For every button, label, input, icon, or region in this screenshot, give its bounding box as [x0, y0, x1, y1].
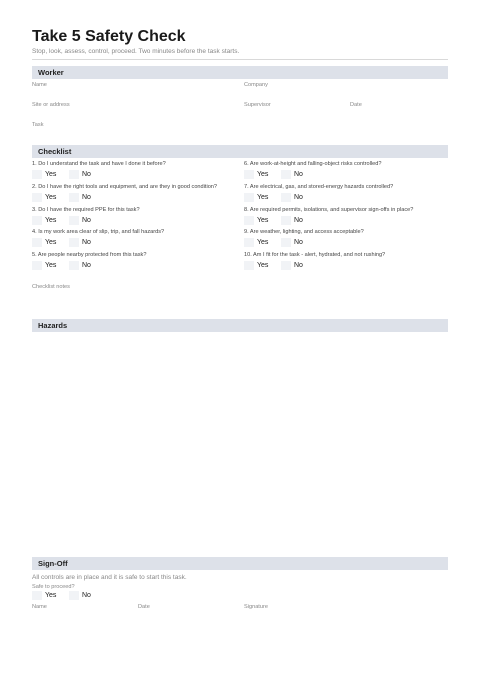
no-checkbox[interactable] [69, 238, 79, 247]
hazards-area[interactable] [32, 334, 448, 550]
yes-no-group-5 [32, 261, 106, 270]
yes-checkbox[interactable] [32, 591, 42, 600]
yes-no-group-2 [32, 193, 106, 202]
checklist-question-4: 4. Is my work area clear of slip, trip, and fall hazards? [32, 229, 165, 235]
checklist-question-8: 8. Are required permits, isolations, and supervisor sign-offs in place? [244, 207, 414, 213]
no-checkbox[interactable] [281, 238, 291, 247]
yes-no-group-9 [244, 238, 318, 247]
no-option[interactable]: No [69, 261, 96, 270]
yes-option[interactable]: Yes [32, 261, 59, 270]
site-field[interactable]: Site or address [32, 102, 70, 108]
checklist-notes-field[interactable]: Checklist notes [32, 284, 70, 290]
no-option[interactable]: No [69, 238, 96, 247]
no-checkbox[interactable] [281, 216, 291, 225]
yes-checkbox[interactable] [32, 261, 42, 270]
worker-name-field[interactable]: Name [32, 82, 47, 88]
no-option[interactable]: No [69, 170, 96, 179]
section-header-worker: Worker [32, 66, 448, 79]
no-checkbox[interactable] [69, 261, 79, 270]
proceed-yes-no-group [32, 591, 106, 600]
yes-no-group-10 [244, 261, 318, 270]
yes-option[interactable]: Yes [244, 170, 271, 179]
checklist-question-9: 9. Are weather, lighting, and access acceptable? [244, 229, 364, 235]
signoff-date-field[interactable]: Date [138, 604, 150, 610]
no-checkbox[interactable] [281, 261, 291, 270]
header-divider [32, 59, 448, 60]
checklist-question-10: 10. Am I fit for the task - alert, hydrated, and not rushing? [244, 252, 386, 258]
checklist-question-1: 1. Do I understand the task and have I done it before? [32, 161, 166, 167]
yes-checkbox[interactable] [244, 216, 254, 225]
signoff-statement: All controls are in place and it is safe to start this task. [32, 574, 187, 581]
yes-option[interactable]: Yes [244, 261, 271, 270]
no-checkbox[interactable] [69, 170, 79, 179]
section-header-signoff: Sign-Off [32, 557, 448, 570]
yes-checkbox[interactable] [32, 193, 42, 202]
checklist-question-6: 6. Are work-at-height and falling-object risks controlled? [244, 161, 382, 167]
yes-option[interactable]: Yes [32, 193, 59, 202]
no-option[interactable]: No [69, 193, 96, 202]
yes-checkbox[interactable] [32, 238, 42, 247]
yes-option[interactable]: Yes [244, 193, 271, 202]
signoff-name-field[interactable]: Name [32, 604, 47, 610]
yes-no-group-7 [244, 193, 318, 202]
no-option[interactable]: No [281, 193, 308, 202]
no-option[interactable]: No [69, 591, 96, 600]
yes-checkbox[interactable] [244, 261, 254, 270]
company-field[interactable]: Company [244, 82, 268, 88]
no-option[interactable]: No [281, 170, 308, 179]
no-checkbox[interactable] [281, 193, 291, 202]
yes-no-group-6 [244, 170, 318, 179]
yes-checkbox[interactable] [244, 238, 254, 247]
signature-field[interactable]: Signature [244, 604, 268, 610]
section-header-checklist: Checklist [32, 145, 448, 158]
page-subtitle: Stop, look, assess, control, proceed. Two minutes before the task starts. [32, 48, 240, 55]
no-checkbox[interactable] [69, 591, 79, 600]
yes-option[interactable]: Yes [32, 591, 59, 600]
safe-to-proceed-label: Safe to proceed? [32, 584, 75, 590]
yes-no-group-1 [32, 170, 106, 179]
yes-option[interactable]: Yes [32, 170, 59, 179]
no-checkbox[interactable] [281, 170, 291, 179]
yes-option[interactable]: Yes [244, 216, 271, 225]
yes-option[interactable]: Yes [32, 238, 59, 247]
no-option[interactable]: No [281, 238, 308, 247]
yes-no-group-8 [244, 216, 318, 225]
checklist-question-3: 3. Do I have the required PPE for this task? [32, 207, 140, 213]
no-option[interactable]: No [69, 216, 96, 225]
yes-option[interactable]: Yes [32, 216, 59, 225]
yes-checkbox[interactable] [32, 170, 42, 179]
yes-no-group-3 [32, 216, 106, 225]
checklist-question-2: 2. Do I have the right tools and equipment, and are they in good condition? [32, 184, 218, 190]
no-option[interactable]: No [281, 216, 308, 225]
supervisor-field[interactable]: Supervisor [244, 102, 271, 108]
no-option[interactable]: No [281, 261, 308, 270]
section-header-hazards: Hazards [32, 319, 448, 332]
yes-checkbox[interactable] [244, 170, 254, 179]
no-checkbox[interactable] [69, 193, 79, 202]
checklist-question-5: 5. Are people nearby protected from this task? [32, 252, 147, 258]
yes-checkbox[interactable] [32, 216, 42, 225]
yes-option[interactable]: Yes [244, 238, 271, 247]
no-checkbox[interactable] [69, 216, 79, 225]
yes-checkbox[interactable] [244, 193, 254, 202]
task-field[interactable]: Task [32, 122, 44, 128]
worker-date-field[interactable]: Date [350, 102, 362, 108]
yes-no-group-4 [32, 238, 106, 247]
checklist-question-7: 7. Are electrical, gas, and stored-energy hazards controlled? [244, 184, 394, 190]
page-title: Take 5 Safety Check [32, 28, 186, 45]
